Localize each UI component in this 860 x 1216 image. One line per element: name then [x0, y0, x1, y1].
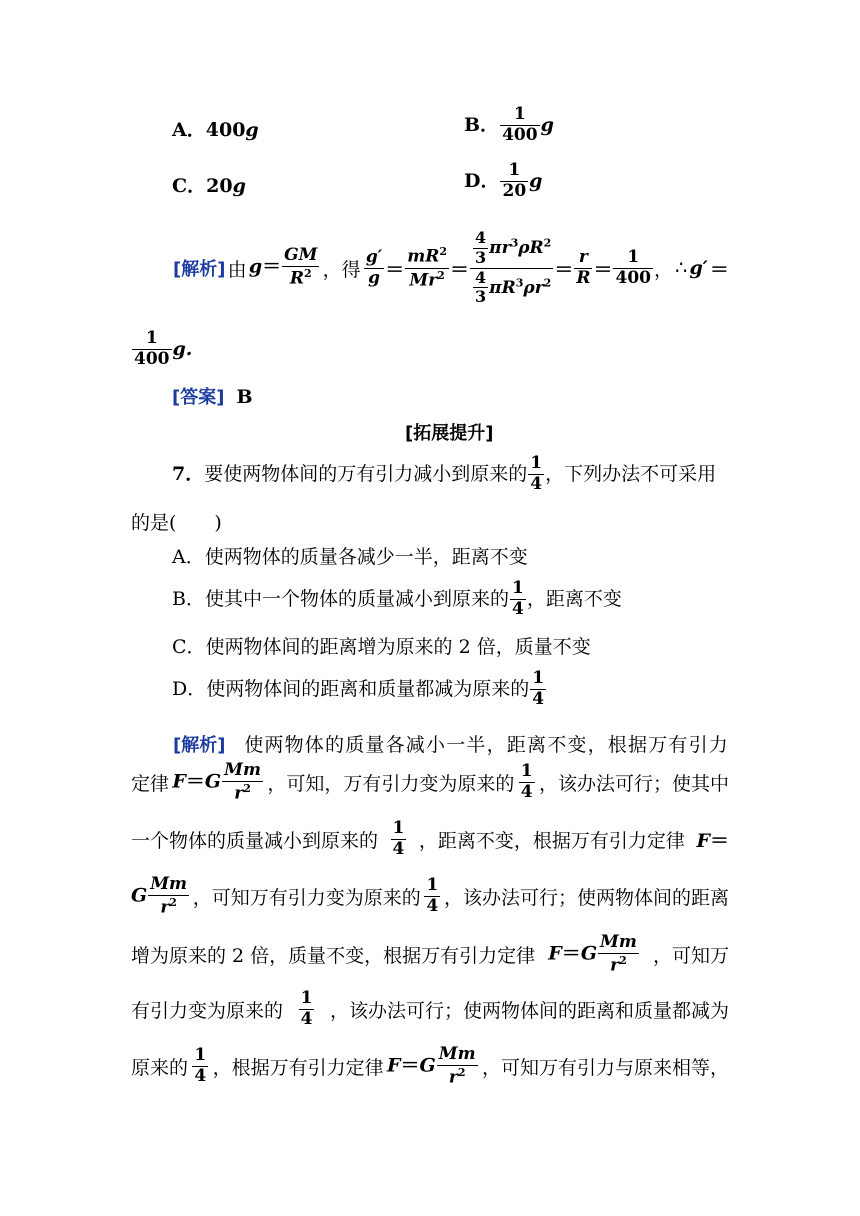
formula-g-gm-r2: g＝ $\frac{GM}{R^2}$ — [248, 245, 318, 289]
q7-stem-line2: 的是( ) — [131, 512, 222, 534]
option-c: C．20g — [172, 175, 246, 197]
q6-result: $\frac{1}{400}$ g. — [134, 328, 193, 369]
option-d: D． $\frac{1}{20}$ g — [464, 160, 543, 201]
q7-option-c: C．使两物体间的距离增为原来的 2 倍，质量不变 — [172, 636, 591, 658]
q7-solution-line7: 原来的 1 4 ，根据万有引力定律 F＝G $\frac{Mm}{r^2}$ ，可知万有引力与原来相等， — [131, 1044, 729, 1088]
q7-option-b: B．使其中一个物体的质量减小到原来的 $\frac{1}{4}$ ，距离不变 — [172, 578, 622, 619]
q7-stem-line1: 7．要使两物体间的万有引力减小到原来的 $\frac{1}{4}$ ，下列办法不可采用 — [172, 453, 717, 494]
option-b: B． $\frac{1}{400}$ g — [464, 104, 554, 145]
analysis-tag: [解析] — [173, 734, 226, 756]
ratio-formula: g′ g ＝ $mR^2$ Mr$^2$ ＝ $\frac{4}{3}$ $\pi r^3\rho R^2$ $\frac{4}{3}$ $\pi R^3\rho r^2$ ＝ r R ＝ 1 400 ， — [365, 227, 673, 307]
q7-option-a: A．使两物体的质量各减少一半，距离不变 — [172, 546, 528, 568]
q7-solution-line3: 一个物体的质量减小到原来的 1 4 ，距离不变，根据万有引力定律 F＝ — [131, 818, 729, 859]
q7-solution-line1: [解析] 使两物体的质量各减小一半，距离不变，根据万有引力 — [131, 730, 729, 757]
analysis-tag: [解析] — [173, 259, 226, 280]
option-a: A．400g — [172, 119, 259, 141]
q6-answer: [答案] B — [172, 386, 253, 408]
fraction: $\frac{1}{400}$ — [502, 104, 538, 145]
q7-solution-line2: 定律 F＝G $\frac{Mm}{r^2}$ ，可知，万有引力变为原来的 1 4 ，该办法可行；使其中 — [131, 760, 729, 804]
q7-option-d: D．使两物体间的距离和质量都减为原来的 $\frac{1}{4}$ — [172, 668, 545, 709]
q7-solution-line6: 有引力变为原来的 1 4 ，该办法可行；使两物体间的距离和质量都减为 — [131, 988, 729, 1029]
q7-solution-line4: G $\frac{Mm}{r^2}$ ，可知万有引力变为原来的 1 4 ，该办法可行；使两物体间的距离 — [131, 874, 729, 918]
fraction: $\frac{1}{20}$ — [502, 160, 527, 201]
q6-solution-line: [解析] 由 g＝ $\frac{GM}{R^2}$ ，得 g′ g ＝ $mR^2$ Mr$^2$ ＝ $\frac{4}{3}$ $\pi r^3\rho R^2$ $\frac{4}{3}$ $\pi R^3\rho r^2$ ＝ r R ＝ 1 400 ， ∴ g′ ＝ — [173, 227, 729, 307]
q7-solution-line5: 增为原来的 2 倍，质量不变，根据万有引力定律 F＝G $\frac{Mm}{r^2}$ ，可知万 — [131, 932, 729, 976]
answer-tag: [答案] — [172, 387, 225, 408]
section-title: [拓展提升] — [405, 423, 494, 444]
